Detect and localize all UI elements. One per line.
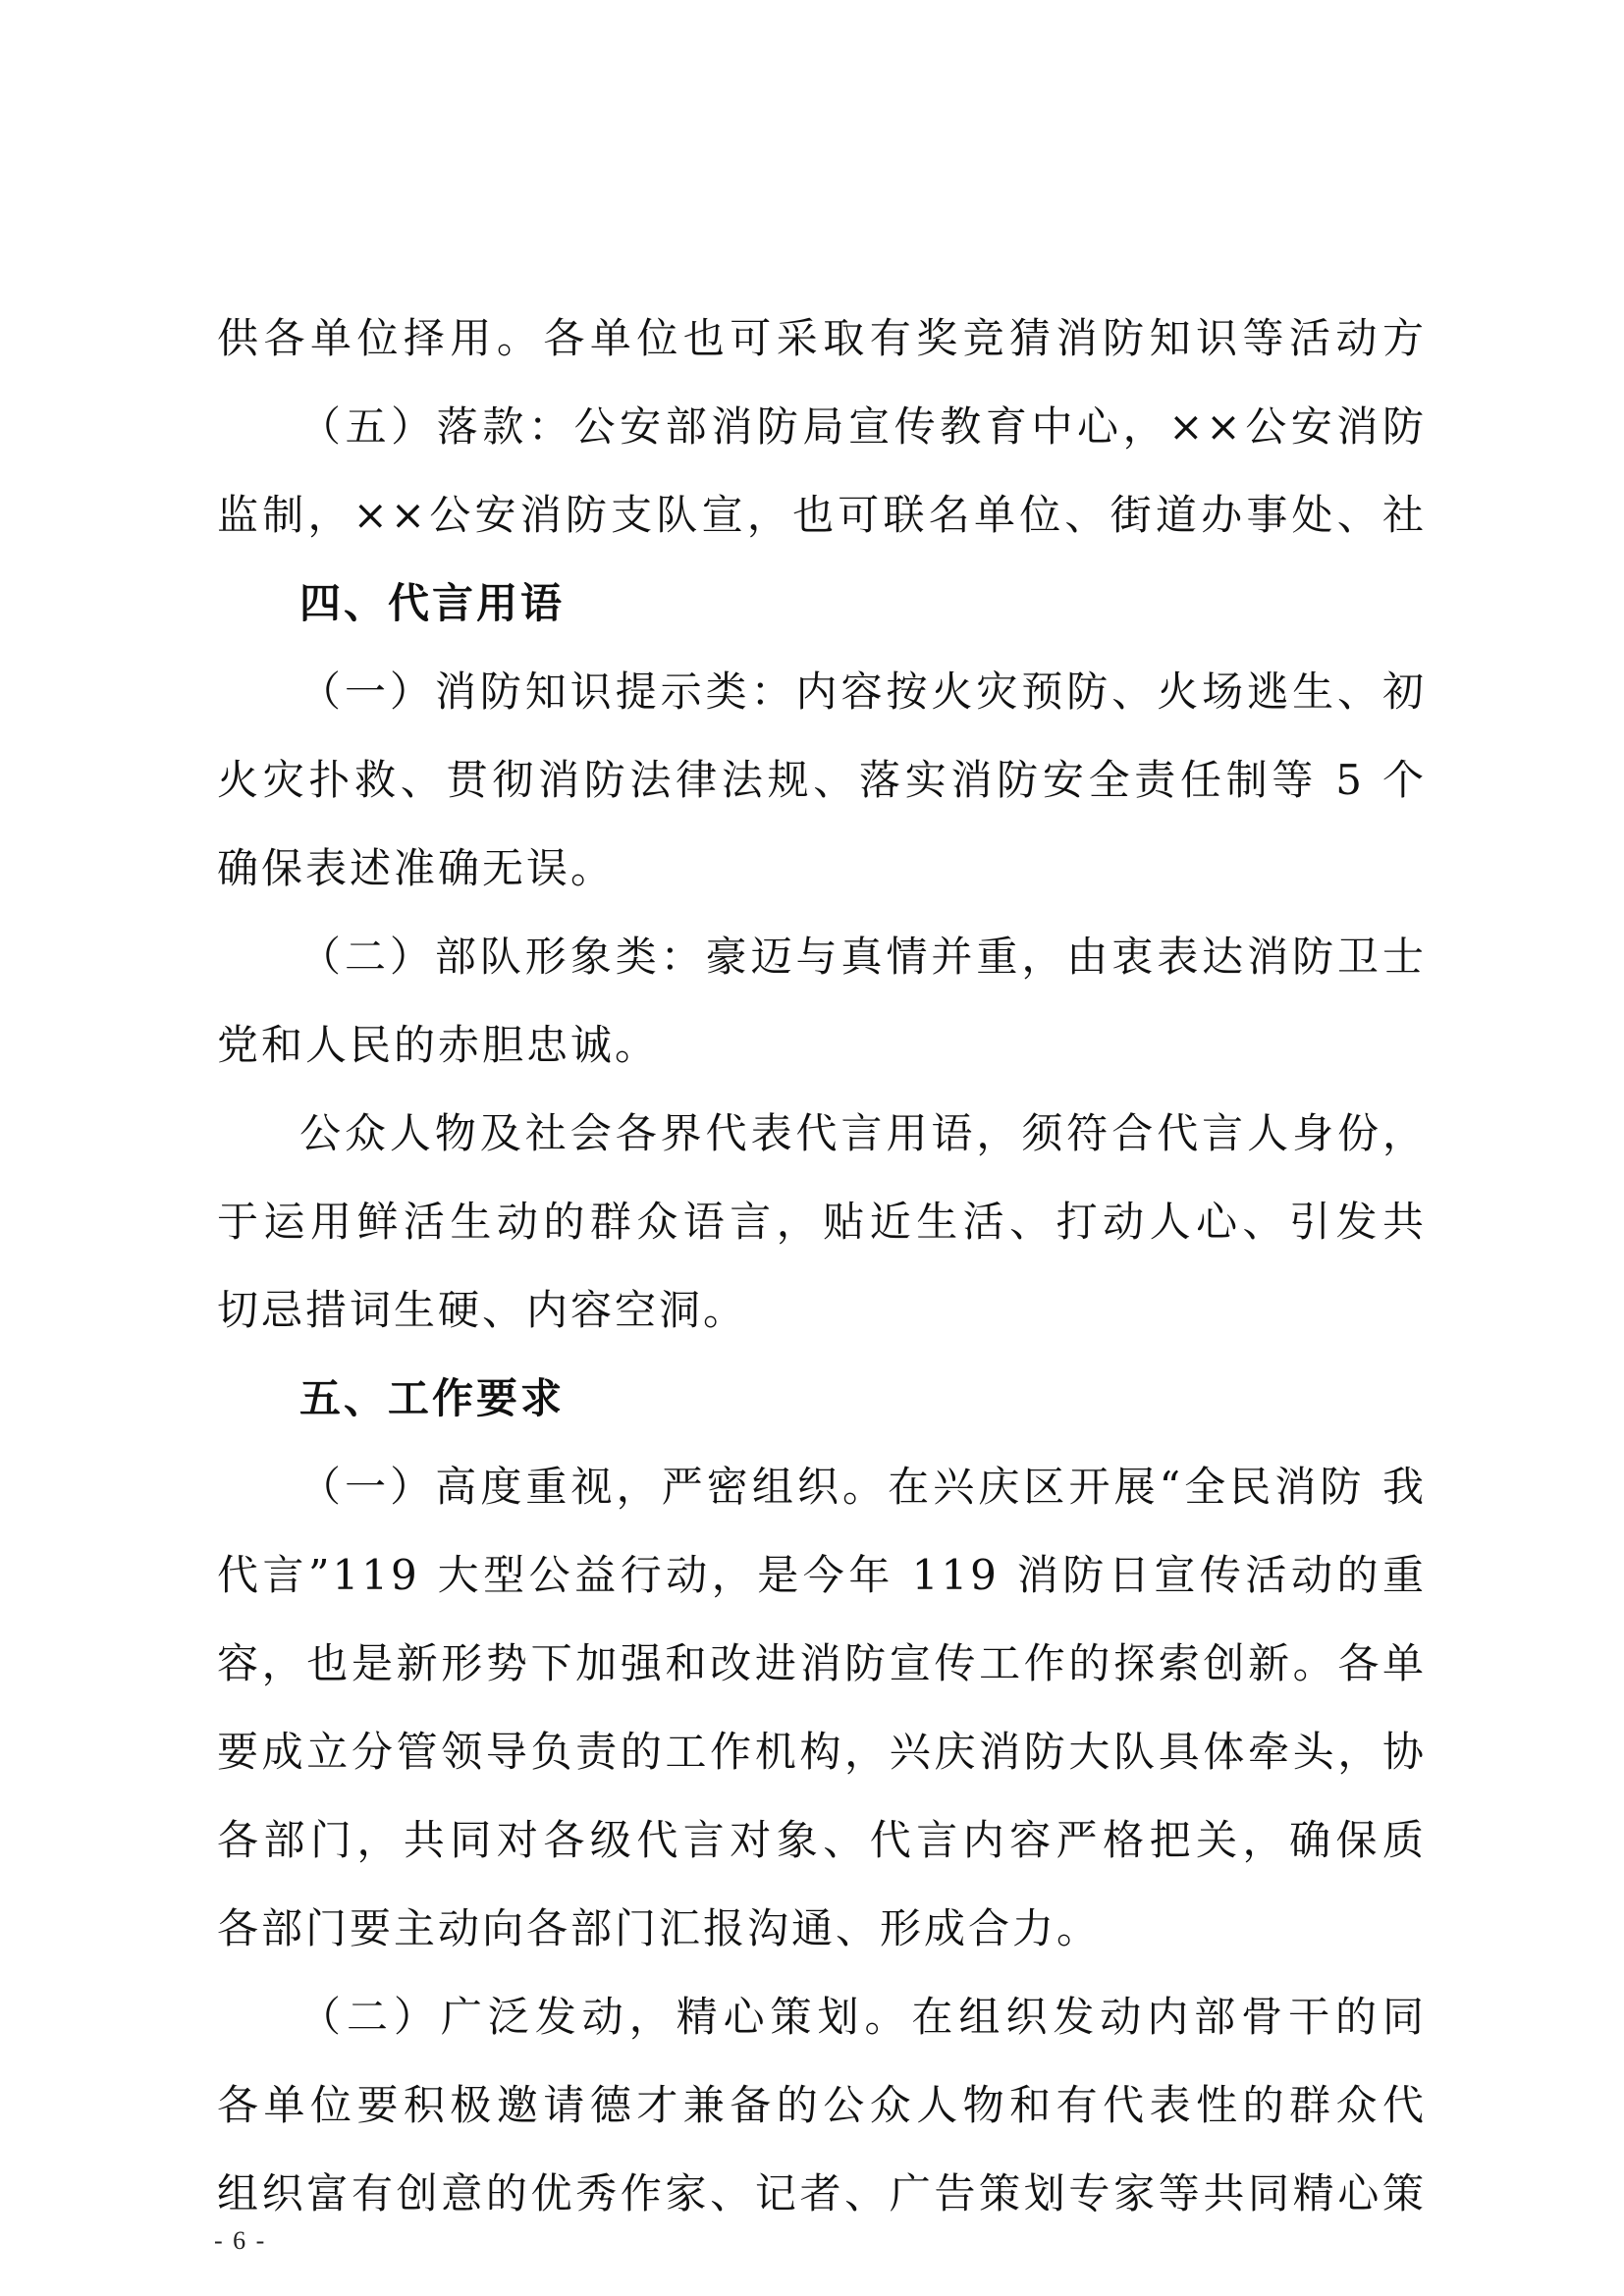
- text-line: （一）高度重视，严密组织。在兴庆区开展“全民消防 我: [299, 1463, 1427, 1511]
- text-line: （二）广泛发动，精心策划。在组织发动内部骨干的同: [299, 1993, 1427, 2041]
- paragraph-troop-image: [217, 913, 1427, 1090]
- text-line: 容，也是新形势下加强和改进消防宣传工作的探索创新。各单: [217, 1639, 1427, 1687]
- text-line: 公众人物及社会各界代表代言用语，须符合代言人身份，: [299, 1109, 1427, 1157]
- text-line: 各单位要积极邀请德才兼备的公众人物和有代表性的群众代: [217, 2081, 1427, 2129]
- text-line: 组织富有创意的优秀作家、记者、广告策划专家等共同精心策: [217, 2169, 1427, 2217]
- paragraph-fire-knowledge: [217, 648, 1427, 913]
- text-line: 切忌措词生硬、内容空洞。: [217, 1286, 748, 1334]
- text-line: （一）消防知识提示类：内容按火灾预防、火场逃生、初: [299, 667, 1427, 716]
- text-line: 火灾扑救、贯彻消防法律法规、落实消防安全责任制等 5 个: [217, 756, 1427, 804]
- section-heading-four: 四、代言用语: [299, 579, 566, 627]
- text-line: （五）落款：公安部消防局宣传教育中心，××公安消防: [299, 402, 1427, 451]
- text-line: 代言”119 大型公益行动，是今年 119 消防日宣传活动的重: [217, 1551, 1427, 1599]
- paragraph-public-figures: [217, 1090, 1427, 1355]
- text-line: 各部门，共同对各级代言对象、代言内容严格把关，确保质: [217, 1816, 1427, 1864]
- text-line: 确保表述准确无误。: [217, 844, 616, 892]
- paragraph-organization: [217, 1443, 1427, 1973]
- paragraph-options: [217, 294, 1427, 383]
- section-heading-five: 五、工作要求: [299, 1374, 566, 1422]
- text-line: 监制，××公安消防支队宣，也可联名单位、街道办事处、社: [217, 491, 1427, 539]
- paragraph-mobilization: [217, 1973, 1427, 2238]
- text-line: 党和人民的赤胆忠诚。: [217, 1021, 660, 1069]
- text-line: 要成立分管领导负责的工作机构，兴庆消防大队具体牵头，协: [217, 1728, 1427, 1776]
- text-line: 各部门要主动向各部门汇报沟通、形成合力。: [217, 1904, 1102, 1952]
- text-line: 供各单位择用。各单位也可采取有奖竞猜消防知识等活动方: [217, 314, 1427, 362]
- paragraph-signature: [217, 383, 1427, 560]
- text-line: 于运用鲜活生动的群众语言，贴近生活、打动人心、引发共: [217, 1198, 1427, 1246]
- text-line: （二）部队形象类：豪迈与真情并重，由衷表达消防卫士: [299, 933, 1427, 981]
- page-number: - 6 -: [214, 2226, 267, 2255]
- document-body: [217, 294, 1427, 2238]
